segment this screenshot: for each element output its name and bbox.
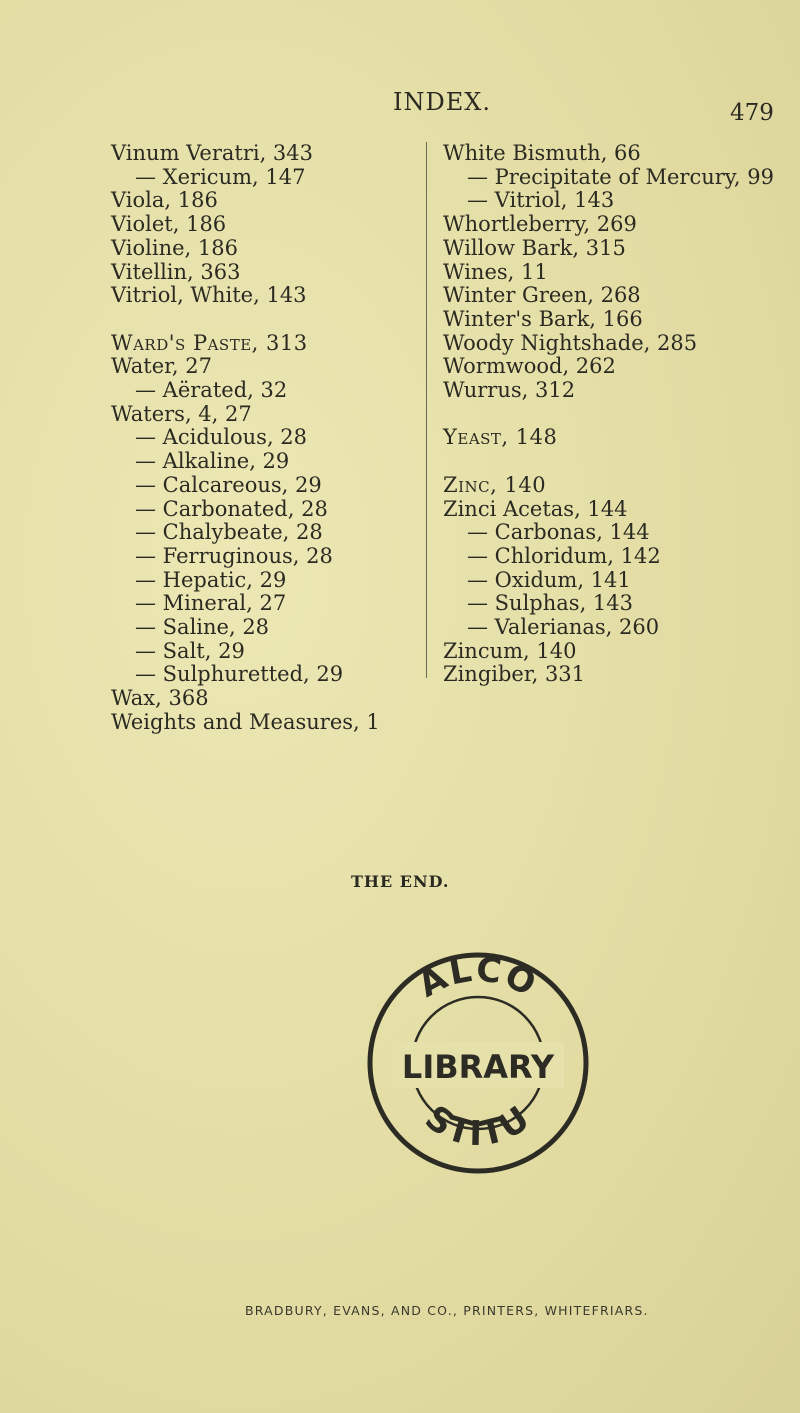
index-entry: Zingiber, 331 xyxy=(443,662,586,687)
the-end-text: THE END. xyxy=(351,872,450,891)
index-subentry: — Sulphas, 143 xyxy=(467,591,634,616)
page-header-title: INDEX. xyxy=(393,88,491,116)
index-entry: Vitellin, 363 xyxy=(111,259,241,284)
index-subentry: — Valerianas, 260 xyxy=(467,615,660,640)
index-subentry: — Xericum, 147 xyxy=(135,164,306,189)
index-gap xyxy=(443,403,763,427)
index-subentry: — Ferruginous, 28 xyxy=(135,543,333,568)
index-entry: Waters, 4, 27 xyxy=(111,401,252,426)
index-entry: Violet, 186 xyxy=(111,212,227,237)
index-entry: Vinum Veratri, 343 xyxy=(111,141,314,165)
index-subentry: — Vitriol, 143 xyxy=(467,188,615,213)
index-subentry: — Salt, 29 xyxy=(135,638,245,663)
stamp-bottom-text: STITU xyxy=(417,1097,539,1155)
index-entry: Wurrus, 312 xyxy=(443,378,576,403)
index-gap xyxy=(111,308,401,332)
index-entry: Yeast, 148 xyxy=(443,425,558,450)
index-entry: Wines, 11 xyxy=(443,259,548,284)
index-subentry: — Acidulous, 28 xyxy=(135,425,308,450)
index-entry: Willow Bark, 315 xyxy=(443,235,626,260)
index-subentry: — Oxidum, 141 xyxy=(467,567,631,592)
index-entry: Viola, 186 xyxy=(111,188,218,213)
index-entry: Zinc, 140 xyxy=(443,472,547,497)
index-subentry: — Precipitate of Mercury, 99 xyxy=(467,164,774,189)
stamp-top-text: ALCO xyxy=(411,949,545,1006)
index-entry: Zinci Acetas, 144 xyxy=(443,496,628,521)
index-subentry: — Saline, 28 xyxy=(135,615,270,640)
stamp-middle-text: LIBRARY xyxy=(401,1048,555,1086)
index-subentry: — Chalybeate, 28 xyxy=(135,520,323,545)
index-entry: Whortleberry, 269 xyxy=(443,212,637,237)
index-column-left xyxy=(111,142,401,735)
column-divider xyxy=(426,142,427,678)
index-entry: Vitriol, White, 143 xyxy=(111,283,307,308)
index-gap xyxy=(443,450,763,474)
index-subentry: — Carbonated, 28 xyxy=(135,496,328,521)
index-entry: Woody Nightshade, 285 xyxy=(443,330,698,355)
svg-text:STITU xyxy=(418,1098,539,1155)
index-subentry: — Alkaline, 29 xyxy=(135,449,290,474)
index-entry: Weights and Measures, 1 xyxy=(111,709,380,734)
index-entry: Water, 27 xyxy=(111,354,212,379)
index-entry: Ward's Paste, 313 xyxy=(111,330,308,355)
index-entry: Winter's Bark, 166 xyxy=(443,306,643,331)
index-subentry: — Carbonas, 144 xyxy=(467,520,650,545)
index-entry: Violine, 186 xyxy=(111,235,238,260)
index-subentry: — Hepatic, 29 xyxy=(135,567,287,592)
page-number: 479 xyxy=(730,100,774,126)
index-subentry: — Aërated, 32 xyxy=(135,378,288,403)
index-entry: White Bismuth, 66 xyxy=(443,141,641,165)
index-entry: Wax, 368 xyxy=(111,686,209,711)
index-entry: Winter Green, 268 xyxy=(443,283,641,308)
index-subentry: — Sulphuretted, 29 xyxy=(135,662,344,687)
index-subentry: — Calcareous, 29 xyxy=(135,472,322,497)
index-column-right xyxy=(443,141,774,687)
index-subentry: — Mineral, 27 xyxy=(135,591,287,616)
index-entry: Wormwood, 262 xyxy=(443,354,616,379)
library-stamp-icon xyxy=(362,947,594,1179)
index-subentry: — Chloridum, 142 xyxy=(467,543,661,568)
printer-imprint: BRADBURY, EVANS, AND CO., PRINTERS, WHITEFRIARS. xyxy=(245,1303,649,1318)
index-entry: Zincum, 140 xyxy=(443,638,577,663)
